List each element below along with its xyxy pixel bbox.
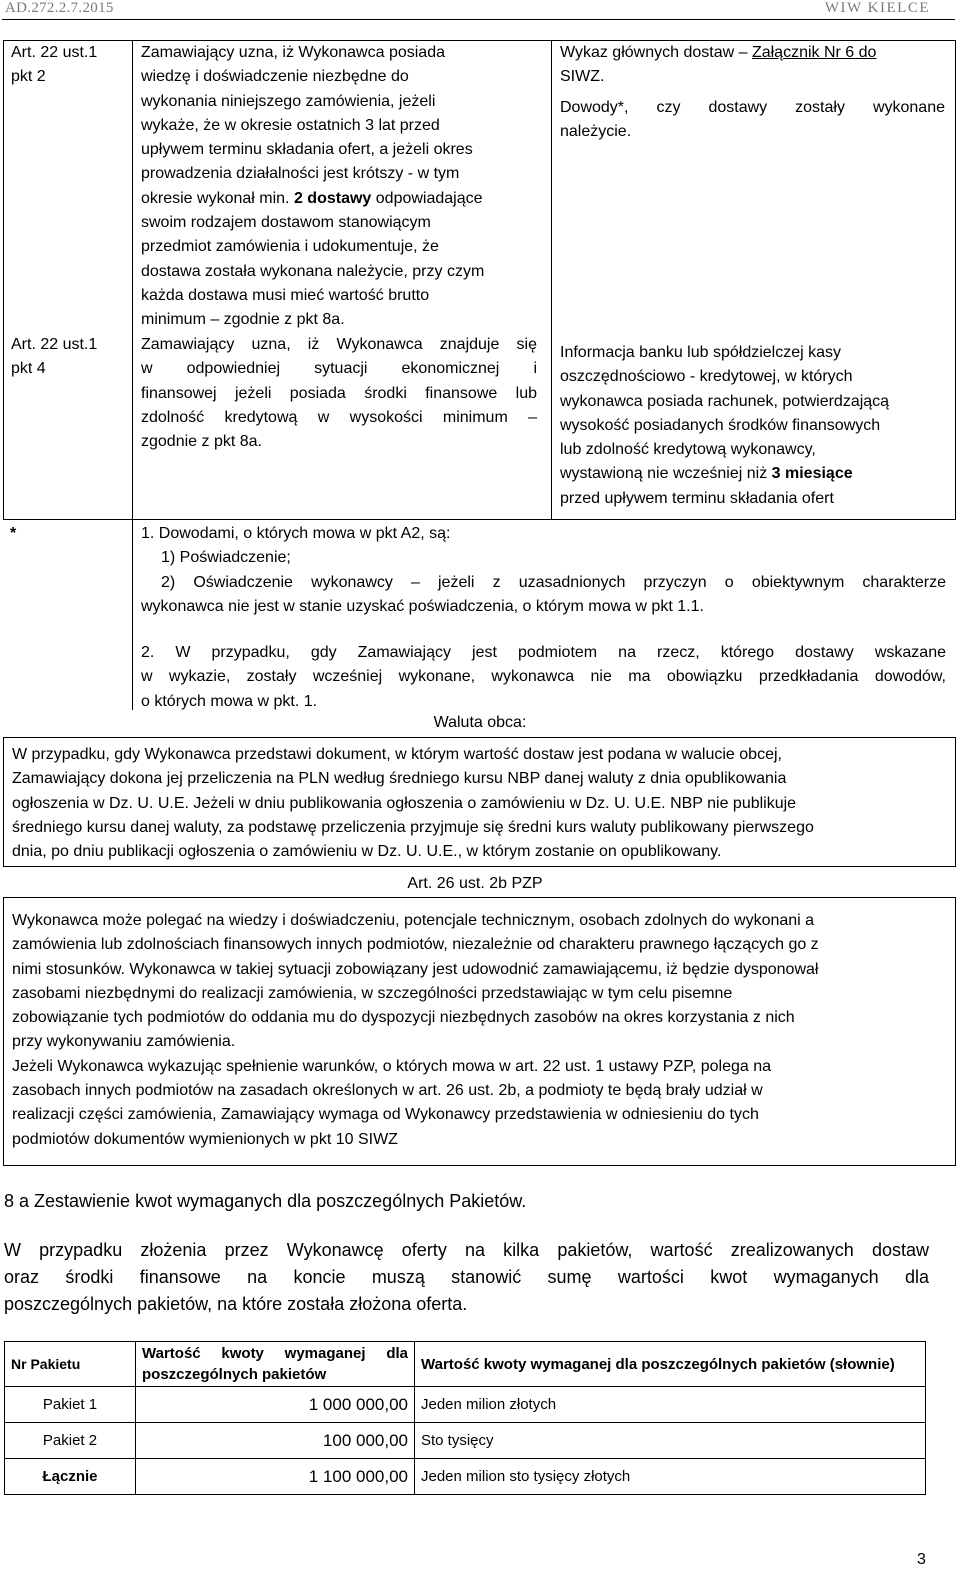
row2-reference: Art. 22 ust.1 pkt 4 <box>11 336 98 378</box>
conditions-col-divider-1 <box>132 40 133 520</box>
currency-heading: Waluta obca: <box>433 714 527 731</box>
package-amount: 100 000,00 <box>136 1423 415 1459</box>
header-amount-words: Wartość kwoty wymaganej dla poszczególnych pakietów (słownie) <box>415 1342 926 1387</box>
footnote-divider <box>132 520 133 710</box>
page-number: 3 <box>917 1551 926 1568</box>
months-limit: 3 miesiące <box>771 465 853 483</box>
packages-table <box>4 1341 926 1495</box>
row1-documents: Wykaz głównych dostaw – Załącznik Nr 6 do SIWZ. Dowody*, czy dostawy zostały wykonane należycie. <box>560 44 945 140</box>
row2-documents: Informacja banku lub spółdzielczej kasy oszczędnościowo - kredytowej, w których wykonawca posiada rachunek, potwierdzającą wysokość posiadanych środków finansowych lub zdolność kredytową wykonawcy, wystawioną nie wcześniej niż 3 miesiące przed upływem terminu składania ofert <box>560 344 890 507</box>
table-row-total <box>5 1459 926 1495</box>
package-name: Pakiet 2 <box>5 1423 136 1459</box>
organization-name: WIW KIELCE <box>824 0 930 16</box>
section-8a-heading: 8 a Zestawienie kwot wymaganych dla poszczególnych Pakietów. <box>4 1191 527 1211</box>
footnote-star: * <box>10 525 17 542</box>
attachment-6-link[interactable]: Załącznik Nr 6 do <box>751 44 877 61</box>
art26-text: Wykonawca może polegać na wiedzy i doświadczeniu, potencjale technicznym, osobach zdolnych do wykonani a zamówienia lub zdolnościach finansowych innych podmiotów, niezależnie od charakteru prawnego łączących go z nimi stosunków. Wykonawca w takiej sytuacji zobowiązany jest udowodnić zamawiającemu, iż będzie dysponował zasobami niezbędnymi do realizacji zamówienia, w szczególności przedstawiając w tym celu pisemne zobowiązanie tych podmiotów do oddania mu do dyspozycji niezbędnych zasobów na okres korzystania z nich przy wykonywaniu zamówienia. Jeżeli Wykonawca wykazując spełnienie warunków, o których mowa w art. 22 ust. 1 ustawy PZP, polega na zasobach innych podmiotów na zasadach określonych w art. 26 ust. 2b, a podmioty te będą brały udział w realizacji części zamówienia, Zamawiający wymaga od Wykonawcy przedstawienia w odniesieniu do tych podmiotów dokumentów wymienionych w pkt 10 SIWZ <box>12 912 819 1148</box>
package-amount-words: Sto tysięcy <box>415 1423 926 1459</box>
package-amount: 1 000 000,00 <box>136 1387 415 1423</box>
document-reference: AD.272.2.7.2015 <box>5 0 114 16</box>
header-package-number: Nr Pakietu <box>5 1342 136 1387</box>
package-amount: 1 100 000,00 <box>136 1459 415 1495</box>
table-row <box>5 1423 926 1459</box>
table-row <box>5 1387 926 1423</box>
package-amount-words: Jeden milion złotych <box>415 1387 926 1423</box>
header-amount: Wartość kwoty wymaganej dla poszczególnych pakietów <box>136 1342 415 1387</box>
section-8a-paragraph: W przypadku złożenia przez Wykonawcę oferty na kilka pakietów, wartość zrealizowanych dostaw oraz środki finansowe na koncie muszą stanowić sumę wartości kwot wymaganych dla poszczególnych pakietów, na które została złożona oferta. <box>4 1240 929 1314</box>
currency-text: W przypadku, gdy Wykonawca przedstawi dokument, w którym wartość dostaw jest podana w walucie obcej, Zamawiający dokona jej przeliczenia na PLN według średniego kursu NBP danej waluty z dnia opublikowania ogłoszenia w Dz. U. U.E. Jeżeli w dniu publikowania ogłoszenia o zamówieniu w Dz. U. U.E. NBP nie publikuje średniego kursu danej waluty, za podstawę przeliczenia przyjmuje się średni kurs waluty publikowany pierwszego dnia, po dniu publikacji ogłoszenia o zamówieniu w Dz. U. U.E., w którym zostanie on opublikowany. <box>12 746 814 861</box>
row1-reference: Art. 22 ust.1 pkt 2 <box>11 44 98 86</box>
header-divider <box>2 19 955 20</box>
package-amount-words: Jeden milion sto tysięcy złotych <box>415 1459 926 1495</box>
packages-header-row <box>5 1342 926 1387</box>
package-name: Pakiet 1 <box>5 1387 136 1423</box>
package-name: Łącznie <box>5 1459 136 1495</box>
art26-heading: Art. 26 ust. 2b PZP <box>407 875 543 892</box>
row2-condition: Zamawiający uzna, iż Wykonawca znajduje się w odpowiedniej sytuacji ekonomicznej i finansowej jeżeli posiada środki finansowe lub zdolność kredytową w wysokości minimum – zgodnie z pkt 8a. <box>141 336 537 451</box>
row1-condition: Zamawiający uzna, iż Wykonawca posiada wiedzę i doświadczenie niezbędne do wykonania niniejszego zamówienia, jeżeli wykaże, że w okresie ostatnich 3 lat przed upływem terminu składania ofert, a jeżeli okres prowadzenia działalności jest krótszy - w tym okresie wykonał min. 2 dostawy odpowiadające swoim rodzajem dostawom stanowiącym przedmiot zamówienia i udokumentuje, że dostawa została wykonana należycie, przy czym każda dostawa musi mieć wartość brutto minimum – zgodnie z pkt 8a. <box>141 44 485 329</box>
conditions-col-divider-2 <box>551 40 552 520</box>
required-deliveries-count: 2 dostawy <box>293 189 372 207</box>
footnote-evidence: 1. Dowodami, o których mowa w pkt A2, są: 1) Poświadczenie; 2) Oświadczenie wykonawcy – jeżeli z uzasadnionych przyczyn o obiektywnym charakterze wykonawca nie jest w stanie uzyskać poświadczenia, o którym mowa w pkt 1.1. 2. W przypadku, gdy Zamawiający jest podmiotem na rzecz, którego dostawy wskazane w wykazie, zostały wcześniej wykonane, wykonawca nie ma obowiązku przedkładania dowodów, o których mowa w pkt. 1. <box>141 525 946 710</box>
